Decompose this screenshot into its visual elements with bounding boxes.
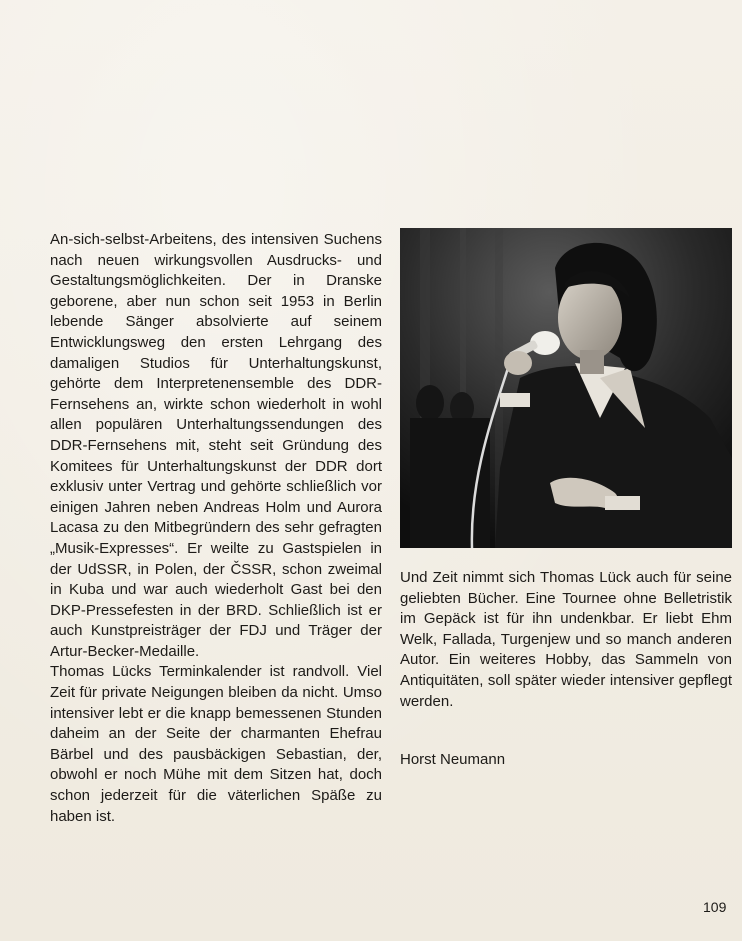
singer-photo — [400, 228, 732, 548]
author-name: Horst Neumann — [400, 751, 506, 768]
main-text-column — [50, 230, 382, 827]
caption-paragraph: Und Zeit nimmt sich Thomas Lück auch für seine geliebten Bücher. Eine Tournee ohne Belletristik im Gepäck ist für ihn undenkbar. Er liebt Ehm Welk, Fallada, Turgenjew und so manch anderen Autor. Ein weiteres Hobby, das Sammeln von Antiquitäten, soll später wieder intensiver gepflegt werden. — [400, 569, 732, 710]
main-paragraph-1: An-sich-selbst-Arbeitens, des intensiven Suchens nach neuen wirkungsvollen Ausdrucks- und Gestaltungsmöglichkeiten. Der in Dranske geborene, aber nun schon seit 1953 in Berlin lebende Sänger absolvierte auf seinem Entwicklungsweg den ersten Lehrgang des damaligen Studios für Unterhaltungskunst, gehörte dem Interpretenensemble des DDR-Fernsehens an, wirkte schon wiederholt in wohl allen populären Unterhaltungssendungen des DDR-Fernsehens mit, steht seit Gründung des Komitees für Unterhaltungskunst der DDR dort exklusiv unter Vertrag und gehörte schließlich vor einigen Jahren neben Andreas Holm und Aurora Lacasa zu den Mitbegründern des sehr gefragten „Musik-Expresses“. Er weilte zu Gastspielen in der UdSSR, in Polen, der ČSSR, schon zweimal in Kuba und war auch wiederholt Gast bei den DKP-Pressefesten in der BRD. Schließlich ist er auch Kunstpreisträger der FDJ und Träger der Artur-Becker-Medaille. — [50, 231, 382, 660]
main-paragraph-2: Thomas Lücks Terminkalender ist randvoll. Viel Zeit für private Neigungen bleiben da nicht. Umso intensiver lebt er die knapp bemessenen Stunden daheim an der Seite der charmanten Ehefrau Bärbel und des pausbäckigen Sebastian, der, obwohl er noch Mühe mit dem Sitzen hat, doch schon jederzeit für die väterlichen Späße zu haben ist. — [50, 663, 382, 825]
page-number: 109 — [703, 899, 727, 915]
singer-photo-image — [400, 228, 732, 548]
caption-text-column — [400, 568, 732, 712]
